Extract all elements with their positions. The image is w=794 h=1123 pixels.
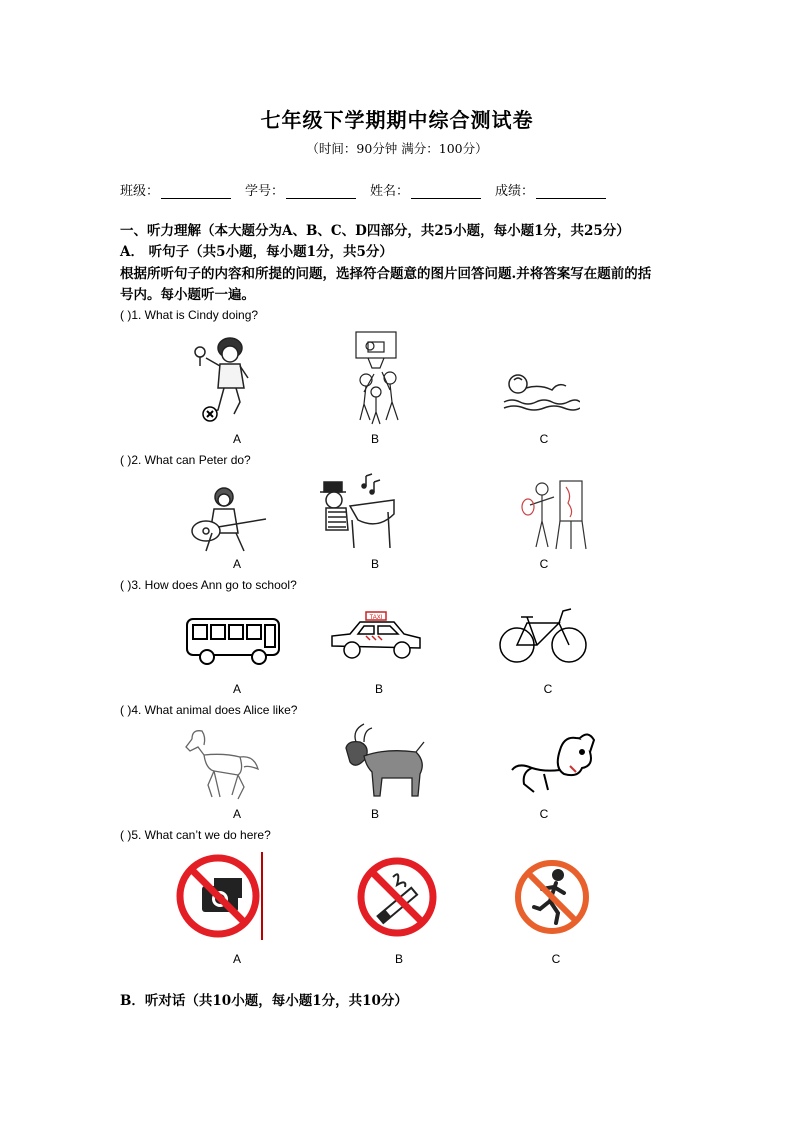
- question-2: ( )2. What can Peter do?: [120, 453, 251, 467]
- score-blank[interactable]: [536, 184, 606, 199]
- q1-option-b[interactable]: B: [370, 432, 379, 446]
- swimmer-icon: [500, 370, 580, 415]
- no-camera-icon: [176, 852, 266, 940]
- name-blank[interactable]: [411, 184, 481, 199]
- q5-option-b[interactable]: B: [394, 952, 403, 966]
- q4-option-c[interactable]: C: [539, 807, 549, 821]
- student-no-label: 学号：: [245, 184, 285, 199]
- goat-icon: [336, 722, 428, 800]
- horse-icon: [178, 725, 264, 803]
- q5-option-c[interactable]: C: [551, 952, 561, 966]
- q3-option-b[interactable]: B: [374, 682, 383, 696]
- q2-option-b[interactable]: B: [370, 557, 379, 571]
- no-smoking-icon: [357, 857, 437, 937]
- bicycle-icon: [497, 605, 589, 667]
- name-field: [370, 180, 481, 199]
- student-info-row: [120, 180, 620, 199]
- boy-football-icon: [188, 330, 268, 425]
- q1-option-c[interactable]: C: [539, 432, 549, 446]
- exam-subtitle: （时间：90分钟 满分：100分）: [306, 141, 488, 156]
- q2-option-a[interactable]: A: [232, 557, 241, 571]
- question-4: ( )4. What animal does Alice like?: [120, 703, 298, 717]
- dog-icon: [504, 732, 600, 798]
- part-a-title: A． 听句子（共5小题，每小题1分，共5分）: [120, 244, 393, 260]
- page-title: 七年级下学期期中综合测试卷: [260, 108, 534, 132]
- score-label: 成绩：: [495, 184, 535, 199]
- q3-option-a[interactable]: A: [232, 682, 241, 696]
- section-1-title: 一、听力理解（本大题分为A、B、C、D四部分，共25小题，每小题1分，共25分）: [120, 223, 630, 239]
- class-field: [120, 180, 231, 199]
- name-label: 姓名：: [370, 184, 410, 199]
- bus-icon: [183, 615, 283, 667]
- question-1: ( )1. What is Cindy doing?: [120, 308, 259, 322]
- part-a-instruction-1: 根据所听句子的内容和所提的问题，选择符合题意的图片回答问题.并将答案写在题前的括: [120, 266, 652, 282]
- part-b-title: B．听对话（共10小题，每小题1分，共10分）: [120, 993, 408, 1009]
- question-5: ( )5. What can’t we do here?: [120, 828, 271, 842]
- q1-option-a[interactable]: A: [232, 432, 241, 446]
- student-no-field: [245, 180, 356, 199]
- taxi-sign-text: TAXI: [369, 615, 383, 621]
- student-no-blank[interactable]: [286, 184, 356, 199]
- class-label: 班级：: [120, 184, 160, 199]
- question-3: ( )3. How does Ann go to school?: [120, 578, 297, 592]
- score-field: [495, 180, 606, 199]
- q3-option-c[interactable]: C: [543, 682, 553, 696]
- q4-option-a[interactable]: A: [232, 807, 241, 821]
- guitar-player-icon: [188, 483, 268, 553]
- no-running-icon: [512, 857, 592, 939]
- q2-option-c[interactable]: C: [539, 557, 549, 571]
- painter-icon: [520, 475, 590, 553]
- part-a-instruction-2: 号内。每小题听一遍。: [120, 287, 255, 303]
- taxi-icon: [328, 610, 424, 668]
- basketball-icon: [346, 330, 416, 427]
- q5-option-a[interactable]: A: [232, 952, 241, 966]
- class-blank[interactable]: [161, 184, 231, 199]
- piano-player-icon: [318, 470, 398, 554]
- q4-option-b[interactable]: B: [370, 807, 379, 821]
